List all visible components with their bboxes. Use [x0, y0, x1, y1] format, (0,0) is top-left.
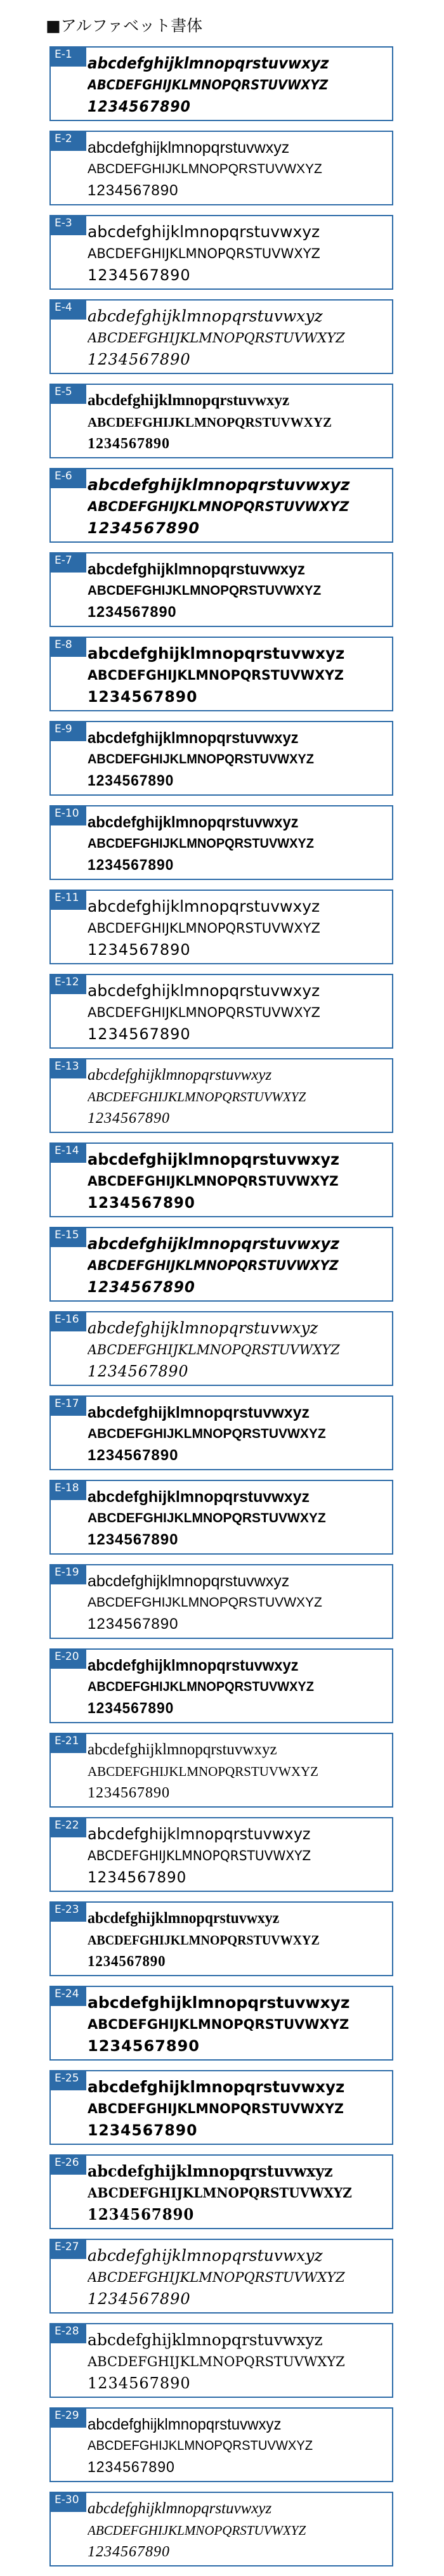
font-code-label: E-11 — [51, 891, 86, 910]
lowercase-sample: abcdefghijklmnopqrstuvwxyz — [88, 2162, 333, 2180]
font-code-label: E-16 — [51, 1312, 86, 1331]
lowercase-sample: abcdefghijklmnopqrstuvwxyz — [88, 2078, 345, 2096]
font-code-label: E-7 — [51, 553, 86, 573]
sample-text-block — [88, 559, 388, 623]
sample-text-block — [88, 643, 388, 708]
uppercase-sample: ABCDEFGHIJKLMNOPQRSTUVWXYZ — [88, 162, 322, 176]
font-code-label: E-21 — [51, 1734, 86, 1753]
digits-sample: 1234567890 — [88, 1531, 179, 1548]
font-code-label: E-13 — [51, 1059, 86, 1078]
lowercase-sample: abcdefghijklmnopqrstuvwxyz — [88, 1150, 339, 1168]
font-sample-card — [49, 2154, 393, 2229]
font-sample-card — [49, 215, 393, 290]
font-sample-list — [49, 46, 393, 2576]
lowercase-sample: abcdefghijklmnopqrstuvwxyz — [88, 813, 299, 831]
font-sample-card — [49, 2407, 393, 2482]
sample-text-block — [88, 2245, 388, 2310]
lowercase-sample: abcdefghijklmnopqrstuvwxyz — [88, 2246, 323, 2265]
uppercase-sample: ABCDEFGHIJKLMNOPQRSTUVWXYZ — [88, 1174, 339, 1189]
lowercase-sample: abcdefghijklmnopqrstuvwxyz — [88, 729, 299, 747]
font-code-label: E-20 — [51, 1650, 86, 1669]
sample-text-block — [88, 53, 388, 117]
digits-sample: 1234567890 — [88, 1785, 170, 1801]
sample-text-block — [88, 727, 388, 792]
lowercase-sample: abcdefghijklmnopqrstuvwxyz — [88, 1234, 339, 1253]
font-code-label: E-5 — [51, 385, 86, 404]
digits-sample: 1234567890 — [88, 2205, 195, 2223]
digits-sample: 1234567890 — [88, 1110, 170, 1127]
font-sample-card — [49, 1817, 393, 1892]
font-code-label: E-25 — [51, 2071, 86, 2090]
digits-sample: 1234567890 — [88, 1447, 179, 1464]
sample-text-block — [88, 1992, 388, 2057]
uppercase-sample: ABCDEFGHIJKLMNOPQRSTUVWXYZ — [88, 1764, 319, 1779]
digits-sample: 1234567890 — [88, 98, 191, 115]
font-sample-card — [49, 1564, 393, 1639]
digits-sample: 1234567890 — [88, 2459, 175, 2476]
uppercase-sample: ABCDEFGHIJKLMNOPQRSTUVWXYZ — [88, 77, 329, 93]
uppercase-sample: ABCDEFGHIJKLMNOPQRSTUVWXYZ — [88, 246, 320, 261]
uppercase-sample: ABCDEFGHIJKLMNOPQRSTUVWXYZ — [88, 1005, 320, 1020]
lowercase-sample: abcdefghijklmnopqrstuvwxyz — [88, 981, 320, 1000]
font-sample-card — [49, 384, 393, 458]
sample-text-block — [88, 137, 388, 202]
font-sample-card — [49, 2070, 393, 2145]
font-code-label: E-27 — [51, 2240, 86, 2259]
uppercase-sample: ABCDEFGHIJKLMNOPQRSTUVWXYZ — [88, 2017, 349, 2032]
font-sample-card — [49, 299, 393, 374]
font-code-label: E-8 — [51, 638, 86, 657]
font-code-label: E-22 — [51, 1818, 86, 1837]
font-code-label: E-3 — [51, 216, 86, 235]
digits-sample: 1234567890 — [88, 1194, 195, 1212]
uppercase-sample: ABCDEFGHIJKLMNOPQRSTUVWXYZ — [88, 583, 322, 598]
uppercase-sample: ABCDEFGHIJKLMNOPQRSTUVWXYZ — [88, 2270, 345, 2285]
uppercase-sample: ABCDEFGHIJKLMNOPQRSTUVWXYZ — [88, 921, 320, 936]
lowercase-sample: abcdefghijklmnopqrstuvwxyz — [88, 2416, 282, 2433]
sample-text-block — [88, 896, 388, 961]
font-sample-card — [49, 1480, 393, 1555]
digits-sample: 1234567890 — [88, 266, 191, 284]
font-sample-card — [49, 1311, 393, 1386]
uppercase-sample: ABCDEFGHIJKLMNOPQRSTUVWXYZ — [88, 1258, 339, 1273]
lowercase-sample: abcdefghijklmnopqrstuvwxyz — [88, 476, 350, 494]
font-code-label: E-23 — [51, 1903, 86, 1922]
sample-text-block — [88, 2076, 388, 2141]
uppercase-sample: ABCDEFGHIJKLMNOPQRSTUVWXYZ — [88, 499, 349, 514]
font-sample-card — [49, 552, 393, 627]
sample-text-block — [88, 1317, 388, 1382]
font-code-label: E-30 — [51, 2493, 86, 2512]
sample-text-block — [88, 306, 388, 370]
uppercase-sample: ABCDEFGHIJKLMNOPQRSTUVWXYZ — [88, 1511, 326, 1525]
lowercase-sample: abcdefghijklmnopqrstuvwxyz — [88, 2500, 272, 2517]
font-sample-card — [49, 46, 393, 121]
uppercase-sample: ABCDEFGHIJKLMNOPQRSTUVWXYZ — [88, 2354, 345, 2369]
lowercase-sample: abcdefghijklmnopqrstuvwxyz — [88, 1657, 299, 1674]
font-code-label: E-9 — [51, 722, 86, 741]
font-sample-card — [49, 1142, 393, 1217]
digits-sample: 1234567890 — [88, 2290, 191, 2308]
sample-text-block — [88, 2161, 388, 2225]
digits-sample: 1234567890 — [88, 941, 191, 959]
uppercase-sample: ABCDEFGHIJKLMNOPQRSTUVWXYZ — [88, 1427, 326, 1441]
lowercase-sample: abcdefghijklmnopqrstuvwxyz — [88, 139, 290, 157]
digits-sample: 1234567890 — [88, 857, 174, 874]
font-code-label: E-2 — [51, 132, 86, 151]
digits-sample: 1234567890 — [88, 436, 170, 452]
sample-text-block — [88, 474, 388, 539]
uppercase-sample: ABCDEFGHIJKLMNOPQRSTUVWXYZ — [88, 2523, 306, 2538]
lowercase-sample: abcdefghijklmnopqrstuvwxyz — [88, 2331, 323, 2349]
sample-text-block — [88, 221, 388, 286]
lowercase-sample: abcdefghijklmnopqrstuvwxyz — [88, 1993, 350, 2012]
digits-sample: 1234567890 — [88, 1868, 187, 1886]
font-sample-card — [49, 1058, 393, 1133]
digits-sample: 1234567890 — [88, 1700, 174, 1717]
font-sample-card — [49, 1648, 393, 1723]
sample-text-block — [88, 1823, 388, 1888]
font-sample-card — [49, 805, 393, 880]
lowercase-sample: abcdefghijklmnopqrstuvwxyz — [88, 644, 345, 663]
font-sample-card — [49, 2492, 393, 2566]
lowercase-sample: abcdefghijklmnopqrstuvwxyz — [88, 1572, 290, 1590]
font-sample-card — [49, 1395, 393, 1470]
font-code-label: E-17 — [51, 1397, 86, 1416]
sample-text-block — [88, 390, 388, 455]
sample-text-block — [88, 2414, 388, 2478]
sample-text-block — [88, 1655, 388, 1719]
lowercase-sample: abcdefghijklmnopqrstuvwxyz — [88, 392, 290, 409]
font-sample-card — [49, 637, 393, 711]
digits-sample: 1234567890 — [88, 2544, 170, 2560]
uppercase-sample: ABCDEFGHIJKLMNOPQRSTUVWXYZ — [88, 668, 344, 683]
sample-text-block — [88, 1402, 388, 1466]
digits-sample: 1234567890 — [88, 1953, 166, 1970]
lowercase-sample: abcdefghijklmnopqrstuvwxyz — [88, 54, 329, 72]
sample-text-block — [88, 980, 388, 1045]
sample-text-block — [88, 812, 388, 876]
lowercase-sample: abcdefghijklmnopqrstuvwxyz — [88, 1910, 280, 1927]
uppercase-sample: ABCDEFGHIJKLMNOPQRSTUVWXYZ — [88, 1595, 322, 1610]
uppercase-sample: ABCDEFGHIJKLMNOPQRSTUVWXYZ — [88, 2185, 352, 2201]
digits-sample: 1234567890 — [88, 182, 179, 199]
lowercase-sample: abcdefghijklmnopqrstuvwxyz — [88, 1066, 272, 1084]
uppercase-sample: ABCDEFGHIJKLMNOPQRSTUVWXYZ — [88, 330, 345, 346]
sample-text-block — [88, 2498, 388, 2563]
font-code-label: E-15 — [51, 1228, 86, 1247]
font-sample-card — [49, 1986, 393, 2061]
digits-sample: 1234567890 — [88, 772, 174, 789]
font-sample-card — [49, 1733, 393, 1808]
font-sample-card — [49, 1227, 393, 1302]
sample-text-block — [88, 1739, 388, 1804]
lowercase-sample: abcdefghijklmnopqrstuvwxyz — [88, 1825, 311, 1843]
sample-text-block — [88, 2329, 388, 2394]
sample-text-block — [88, 1065, 388, 1129]
digits-sample: 1234567890 — [88, 1362, 189, 1380]
lowercase-sample: abcdefghijklmnopqrstuvwxyz — [88, 307, 323, 325]
uppercase-sample: ABCDEFGHIJKLMNOPQRSTUVWXYZ — [88, 836, 314, 851]
lowercase-sample: abcdefghijklmnopqrstuvwxyz — [88, 1488, 310, 1506]
lowercase-sample: abcdefghijklmnopqrstuvwxyz — [88, 1741, 277, 1758]
font-code-label: E-10 — [51, 806, 86, 825]
font-sample-card — [49, 131, 393, 205]
sample-text-block — [88, 1233, 388, 1298]
digits-sample: 1234567890 — [88, 351, 191, 368]
uppercase-sample: ABCDEFGHIJKLMNOPQRSTUVWXYZ — [88, 2101, 344, 2116]
font-code-label: E-29 — [51, 2409, 86, 2428]
font-code-label: E-26 — [51, 2156, 86, 2175]
uppercase-sample: ABCDEFGHIJKLMNOPQRSTUVWXYZ — [88, 1680, 314, 1694]
sample-text-block — [88, 1149, 388, 1214]
lowercase-sample: abcdefghijklmnopqrstuvwxyz — [88, 223, 320, 241]
font-sample-card — [49, 890, 393, 964]
lowercase-sample: abcdefghijklmnopqrstuvwxyz — [88, 1319, 318, 1337]
digits-sample: 1234567890 — [88, 2374, 191, 2392]
digits-sample: 1234567890 — [88, 604, 177, 621]
digits-sample: 1234567890 — [88, 1025, 191, 1043]
font-code-label: E-19 — [51, 1565, 86, 1584]
font-sample-card — [49, 468, 393, 543]
font-sample-card — [49, 721, 393, 796]
font-code-label: E-6 — [51, 469, 86, 488]
font-code-label: E-4 — [51, 301, 86, 320]
font-sample-card — [49, 2239, 393, 2314]
uppercase-sample: ABCDEFGHIJKLMNOPQRSTUVWXYZ — [88, 1848, 311, 1863]
font-code-label: E-24 — [51, 1987, 86, 2006]
digits-sample: 1234567890 — [88, 519, 200, 537]
digits-sample: 1234567890 — [88, 1278, 195, 1296]
lowercase-sample: abcdefghijklmnopqrstuvwxyz — [88, 897, 320, 916]
digits-sample: 1234567890 — [88, 2121, 198, 2139]
font-code-label: E-12 — [51, 975, 86, 994]
uppercase-sample: ABCDEFGHIJKLMNOPQRSTUVWXYZ — [88, 1089, 306, 1104]
digits-sample: 1234567890 — [88, 688, 198, 706]
font-code-label: E-28 — [51, 2324, 86, 2343]
font-code-label: E-1 — [51, 48, 86, 67]
lowercase-sample: abcdefghijklmnopqrstuvwxyz — [88, 560, 306, 578]
font-sample-card — [49, 974, 393, 1049]
digits-sample: 1234567890 — [88, 2037, 200, 2055]
sample-text-block — [88, 1486, 388, 1551]
uppercase-sample: ABCDEFGHIJKLMNOPQRSTUVWXYZ — [88, 1932, 320, 1948]
font-sample-card — [49, 2323, 393, 2398]
font-code-label: E-18 — [51, 1481, 86, 1500]
uppercase-sample: ABCDEFGHIJKLMNOPQRSTUVWXYZ — [88, 752, 314, 767]
uppercase-sample: ABCDEFGHIJKLMNOPQRSTUVWXYZ — [88, 415, 332, 430]
page-title: ■アルファベット書体 — [46, 16, 203, 35]
font-sample-card — [49, 1901, 393, 1976]
sample-text-block — [88, 1570, 388, 1635]
sample-text-block — [88, 1908, 388, 1972]
lowercase-sample: abcdefghijklmnopqrstuvwxyz — [88, 1404, 310, 1421]
digits-sample: 1234567890 — [88, 1615, 179, 1633]
uppercase-sample: ABCDEFGHIJKLMNOPQRSTUVWXYZ — [88, 2438, 313, 2453]
uppercase-sample: ABCDEFGHIJKLMNOPQRSTUVWXYZ — [88, 1342, 340, 1357]
font-code-label: E-14 — [51, 1144, 86, 1163]
